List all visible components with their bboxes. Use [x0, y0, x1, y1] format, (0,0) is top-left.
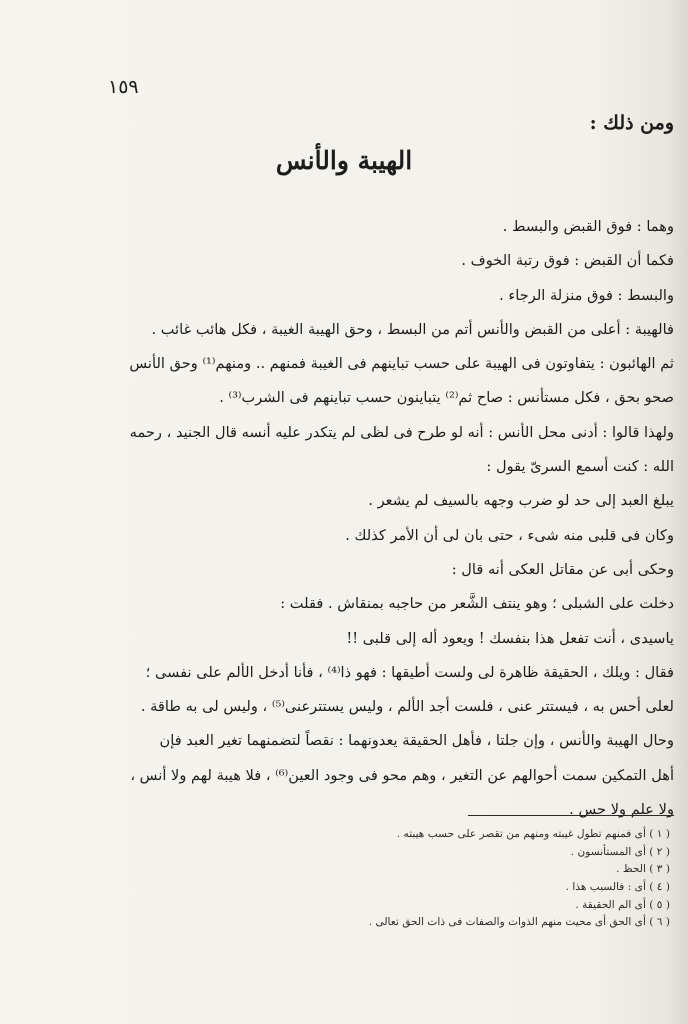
body-line: الله : كنت أسمع السرىّ يقول : [486, 458, 674, 476]
section-heading: ومن ذلك : [589, 112, 674, 134]
body-line: دخلت على الشبلى ؛ وهو ينتف الشَّعر من حاجبه بمنقاش . فقلت : [280, 595, 674, 613]
body-line: وهما : فوق القبض والبسط . [502, 218, 674, 235]
body-line: والبسط : فوق منزلة الرجاء . [499, 286, 674, 304]
body-line: وحال الهيبة والأنس ، وإن جلتا ، فأهل الحقيقة يعدونهما : نقصاً لتضمنهما تغير العبد فإن [159, 732, 674, 750]
body-line: فقال : ويلك ، الحقيقة ظاهرة لى ولست أطيقها : فهو ذا⁽⁴⁾ ، فأنا أدخل الألم على نفسى ؛ [145, 663, 674, 681]
body-line: ولا علم ولا حس . [569, 801, 674, 819]
body-line: لعلى أحس به ، فيستتر عنى ، فلست أجد الألم ، وليس يستترعنى⁽⁵⁾ ، وليس لى به طاقة . [140, 698, 674, 716]
body-line: فالهيبة : أعلى من القبض والأنس أتم من البسط ، وحق الهيبة الغيبة ، فكل هائب غائب . [151, 320, 674, 338]
body-line: وحكى أبى عن مقاتل العكى أنه قال : [451, 560, 674, 578]
footnote: ( ٤ ) أى : فالسبب هذا . [565, 881, 670, 894]
footnotes [50, 826, 670, 932]
footnote: ( ٦ ) أى الحق أى محيت منهم الذوات والصفات فى ذات الحق تعالى . [368, 916, 670, 929]
body-line: أهل التمكين سمت أحوالهم عن التغير ، وهم محو فى وجود العين⁽⁶⁾ ، فلا هيبة لهم ولا أنس ، [130, 766, 674, 784]
footnote: ( ١ ) أى فمنهم تطول غيبته ومنهم من تقصر على حسب هيبته . [396, 828, 670, 840]
body-line: يبلغ العبد إلى حد لو ضرب وجهه بالسيف لم يشعر . [368, 492, 674, 510]
footnote: ( ٣ ) الحظ . [616, 863, 670, 876]
body-line: ولهذا قالوا : أدنى محل الأنس : أنه لو طرح فى لظى لم يتكدر عليه أنسه قال الجنيد ، رحمه [129, 423, 674, 441]
footnote: ( ٥ ) أى الم الحقيقة . [575, 898, 670, 911]
body-text [46, 210, 674, 827]
footnote-divider [468, 815, 674, 816]
body-line: وكان فى قلبى منه شىء ، حتى بان لى أن الأمر كذلك . [345, 526, 674, 544]
body-line: ياسيدى ، أنت تفعل هذا بنفسك ! ويعود أله إلى قلبى !! [346, 629, 674, 647]
page-number: ١٥٩ [108, 76, 139, 98]
footnote: ( ٢ ) أى المستأنسون . [570, 845, 670, 858]
body-line: صحو بحق ، فكل مستأنس : صاح ثم⁽²⁾ يتباينون حسب تباينهم فى الشرب⁽³⁾ . [219, 389, 674, 407]
body-line: ثم الهائبون : يتفاوتون فى الهيبة على حسب تباينهم فى الغيبة فمنهم .. ومنهم⁽¹⁾ وحق الأنس [129, 355, 674, 373]
chapter-title: الهيبة والأنس [275, 146, 413, 175]
body-line: فكما أن القبض : فوق رتبة الخوف . [461, 252, 674, 270]
